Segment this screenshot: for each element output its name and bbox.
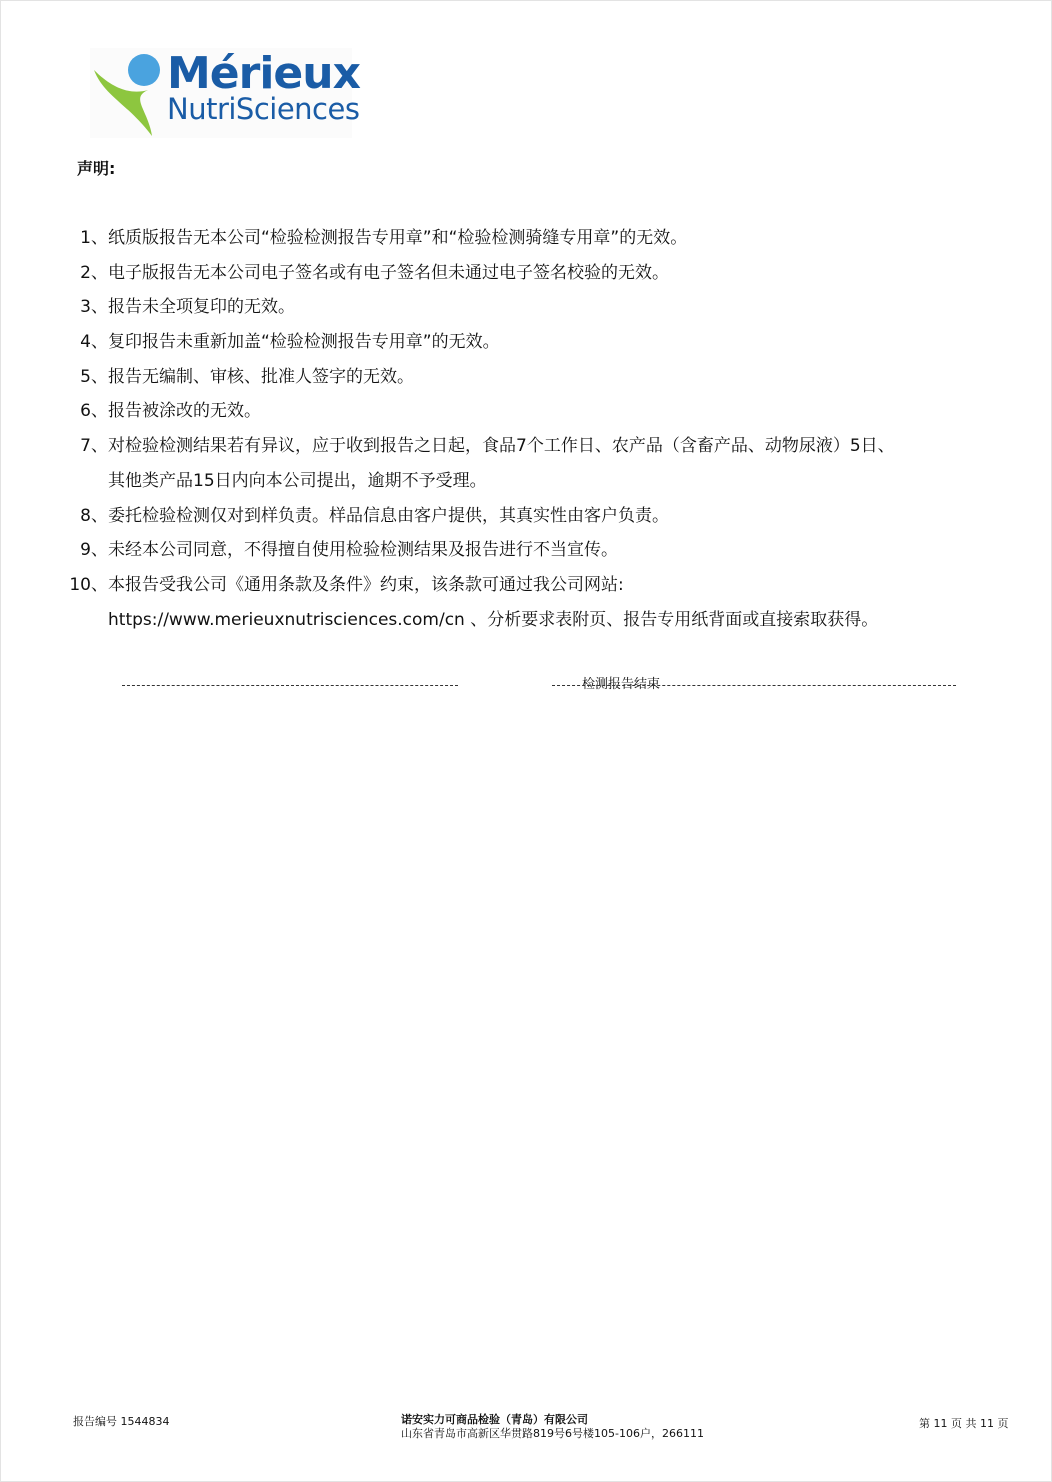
footer-page-number: 第 11 页 共 11 页 bbox=[919, 1417, 1009, 1430]
declaration-item-text: 报告未全项复印的无效。 bbox=[108, 297, 295, 318]
declaration-item-text: 本报告受我公司《通用条款及条件》约束，该条款可通过我公司网站: bbox=[108, 574, 624, 595]
declaration-item-text: 未经本公司同意，不得擅自使用检验检测结果及报告进行不当宣传。 bbox=[108, 540, 618, 561]
declaration-item-number: 8、 bbox=[80, 505, 108, 526]
declaration-item-text: 电子版报告无本公司电子签名或有电子签名但未通过电子签名校验的无效。 bbox=[108, 262, 669, 283]
declaration-item-continuation bbox=[0, 468, 1052, 503]
divider-dash-left bbox=[122, 685, 458, 686]
declaration-list bbox=[0, 225, 1052, 641]
declaration-item-text: 委托检验检测仅对到样负责。样品信息由客户提供，其真实性由客户负责。 bbox=[108, 505, 669, 526]
declaration-item bbox=[0, 572, 1052, 607]
declaration-item-number: 10、 bbox=[69, 574, 108, 595]
declaration-item-number: 4、 bbox=[80, 332, 108, 353]
declaration-item-number: 6、 bbox=[80, 401, 108, 422]
footer-report-number: 报告编号 1544834 bbox=[73, 1415, 170, 1428]
logo-wordmark-nutrisciences: NutriSciences bbox=[167, 92, 360, 126]
logo-wordmark-merieux: Mérieux bbox=[167, 48, 360, 99]
declaration-item-number: 2、 bbox=[80, 262, 108, 283]
divider-dash-right bbox=[552, 685, 956, 686]
declaration-item bbox=[0, 225, 1052, 260]
declaration-item bbox=[0, 503, 1052, 538]
logo-leaf-icon bbox=[90, 48, 170, 138]
declaration-item-number: 7、 bbox=[80, 436, 108, 457]
declaration-item-text: 其他类产品15日内向本公司提出，逾期不予受理。 bbox=[108, 470, 487, 491]
declaration-item bbox=[0, 260, 1052, 295]
declaration-item-text: 对检验检测结果若有异议，应于收到报告之日起，食品7个工作日、农产品（含畜产品、动物尿液）5日、 bbox=[108, 436, 895, 457]
report-end-divider bbox=[122, 676, 956, 694]
declaration-item-number: 5、 bbox=[80, 366, 108, 387]
declaration-item bbox=[0, 294, 1052, 329]
declaration-item-number: 9、 bbox=[80, 540, 108, 561]
declaration-item-number: 3、 bbox=[80, 297, 108, 318]
declaration-item bbox=[0, 364, 1052, 399]
declaration-item-text: 报告无编制、审核、批准人签字的无效。 bbox=[108, 366, 414, 387]
logo-dot bbox=[128, 54, 160, 86]
declaration-item bbox=[0, 398, 1052, 433]
company-logo bbox=[90, 48, 360, 138]
declaration-item-number: 1、 bbox=[80, 228, 108, 248]
footer-company-name: 诺安实力可商品检验（青岛）有限公司 bbox=[401, 1413, 588, 1426]
report-end-label: 检测报告结束 bbox=[582, 677, 661, 692]
declaration-item bbox=[0, 537, 1052, 572]
declaration-item-continuation bbox=[0, 607, 1052, 642]
declaration-item bbox=[0, 329, 1052, 364]
declaration-item-text: 纸质版报告无本公司“检验检测报告专用章”和“检验检测骑缝专用章”的无效。 bbox=[108, 228, 688, 248]
declaration-item-text: https://www.merieuxnutrisciences.com/cn 、分析要求表附页、报告专用纸背面或直接索取获得。 bbox=[108, 609, 879, 630]
declaration-item-text: 报告被涂改的无效。 bbox=[108, 401, 261, 422]
footer-address: 山东省青岛市高新区华贯路819号6号楼105-106户，266111 bbox=[401, 1427, 704, 1440]
declaration-heading: 声明: bbox=[77, 159, 116, 178]
declaration-item-text: 复印报告未重新加盖“检验检测报告专用章”的无效。 bbox=[108, 332, 500, 353]
footer-company-block bbox=[401, 1413, 704, 1441]
declaration-item bbox=[0, 433, 1052, 468]
